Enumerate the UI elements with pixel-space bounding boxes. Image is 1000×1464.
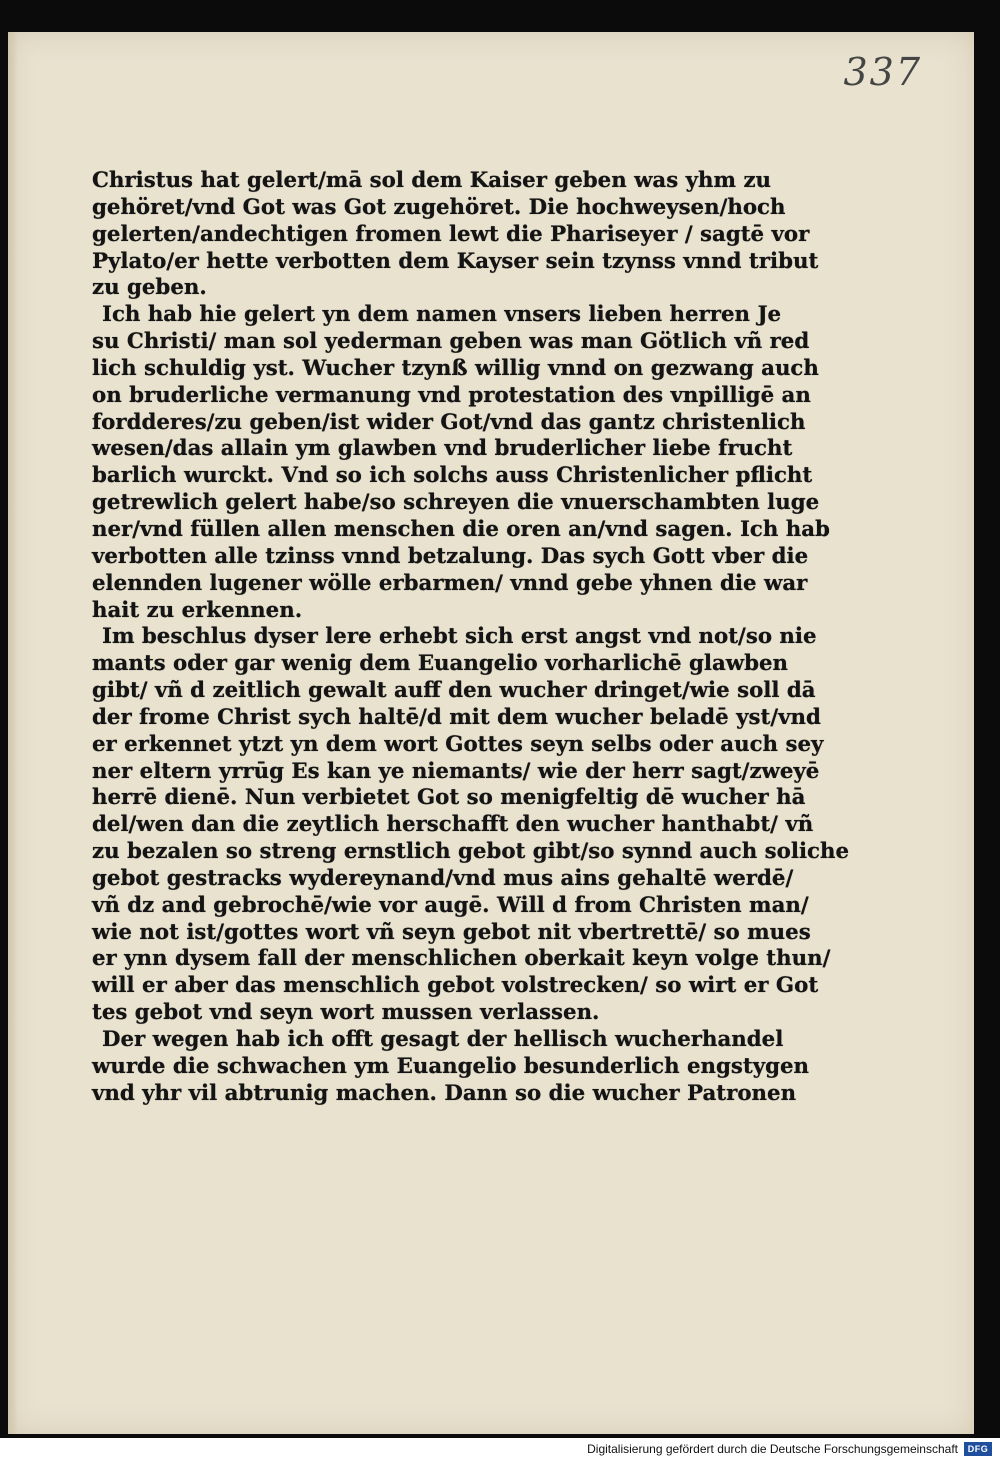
text-line: su Christi/ man sol yederman geben was man Götlich vñ red [92, 329, 810, 355]
text-line: der frome Christ sych haltē/d mit dem wucher beladē yst/vnd [92, 704, 821, 730]
text-block [92, 168, 850, 1108]
text-line: del/wen dan die zeytlich herschafft den wucher hanthabt/ vñ [92, 812, 814, 838]
text-line: vnd yhr vil abtrunig machen. Dann so die wucher Patronen [92, 1080, 797, 1106]
text-line: vñ dz and gebrochē/wie vor augē. Will d from Christen man/ [92, 892, 809, 918]
text-line: tes gebot vnd seyn wort mussen verlassen. [92, 1000, 600, 1026]
dfg-logo: DFG [964, 1442, 992, 1456]
text-line: gebot gestracks wydereynand/vnd mus ains gehaltē werdē/ [92, 865, 794, 891]
text-line: zu bezalen so streng ernstlich gebot gibt/so synnd auch soliche [92, 839, 850, 865]
text-line: elennden lugener wölle erbarmen/ vnnd gebe yhnen die war [92, 570, 808, 596]
text-line: barlich wurckt. Vnd so ich solchs auss Christenlicher pflicht [92, 463, 813, 489]
text-line: wurde die schwachen ym Euangelio besunderlich engstygen [92, 1053, 810, 1079]
text-line: Ich hab hie gelert yn dem namen vnsers lieben herren Je [102, 302, 782, 328]
text-line: wie not ist/gottes wort vñ seyn gebot nit vbertrettē/ so mues [92, 919, 811, 945]
text-line: er ynn dysem fall der menschlichen oberkait keyn volge thun/ [92, 946, 831, 972]
text-line: Pylato/er hette verbotten dem Kayser sein tzynss vnnd tribut [92, 248, 819, 274]
text-line: getrewlich gelert habe/so schreyen die vnuerschambten luge [92, 490, 820, 516]
text-line: Christus hat gelert/mā sol dem Kaiser geben was yhm zu [92, 168, 772, 193]
text-line: lich schuldig yst. Wucher tzynß willig vnnd on gezwang auch [92, 355, 819, 381]
text-line: mants oder gar wenig dem Euangelio vorharlichē glawben [92, 651, 788, 677]
text-line: hait zu erkennen. [92, 597, 303, 623]
text-line: fordderes/zu geben/ist wider Got/vnd das gantz christenlich [92, 409, 806, 435]
footer-credit: Digitalisierung gefördert durch die Deutsche Forschungsgemeinschaft [587, 1442, 958, 1456]
text-line: ner eltern yrrūg Es kan ye niemants/ wie der herr sagt/zweyē [92, 758, 820, 784]
text-line: Der wegen hab ich offt gesagt der hellisch wucherhandel [102, 1027, 784, 1052]
text-line: wesen/das allain ym glawben vnd bruderlicher liebe frucht [92, 436, 793, 462]
text-line: Im beschlus dyser lere erhebt sich erst angst vnd not/so nie [102, 624, 817, 650]
text-line: will er aber das menschlich gebot volstrecken/ so wirt er Got [92, 973, 819, 999]
text-line: herrē dienē. Nun verbietet Got so menigfeltig dē wucher hā [92, 785, 806, 811]
text-line: gelerten/andechtigen fromen lewt die Phariseyer / sagtē vor [92, 221, 810, 247]
text-line: zu geben. [92, 275, 207, 301]
text-line: er erkennet ytzt yn dem wort Gottes seyn selbs oder auch sey [92, 731, 824, 757]
text-line: verbotten alle tzinss vnnd betzalung. Das sych Gott vber die [92, 543, 809, 569]
text-line: gehöret/vnd Got was Got zugehöret. Die hochweysen/hoch [92, 194, 786, 220]
text-line: ner/vnd füllen allen menschen die oren an/vnd sagen. Ich hab [92, 516, 830, 542]
text-line: gibt/ vñ d zeitlich gewalt auff den wucher dringet/wie soll dā [92, 678, 816, 704]
text-line: on bruderliche vermanung vnd protestation des vnpilligē an [92, 382, 811, 408]
footer-bar [0, 1438, 1000, 1464]
folio-number: 337 [843, 50, 922, 94]
book-page [8, 32, 974, 1434]
